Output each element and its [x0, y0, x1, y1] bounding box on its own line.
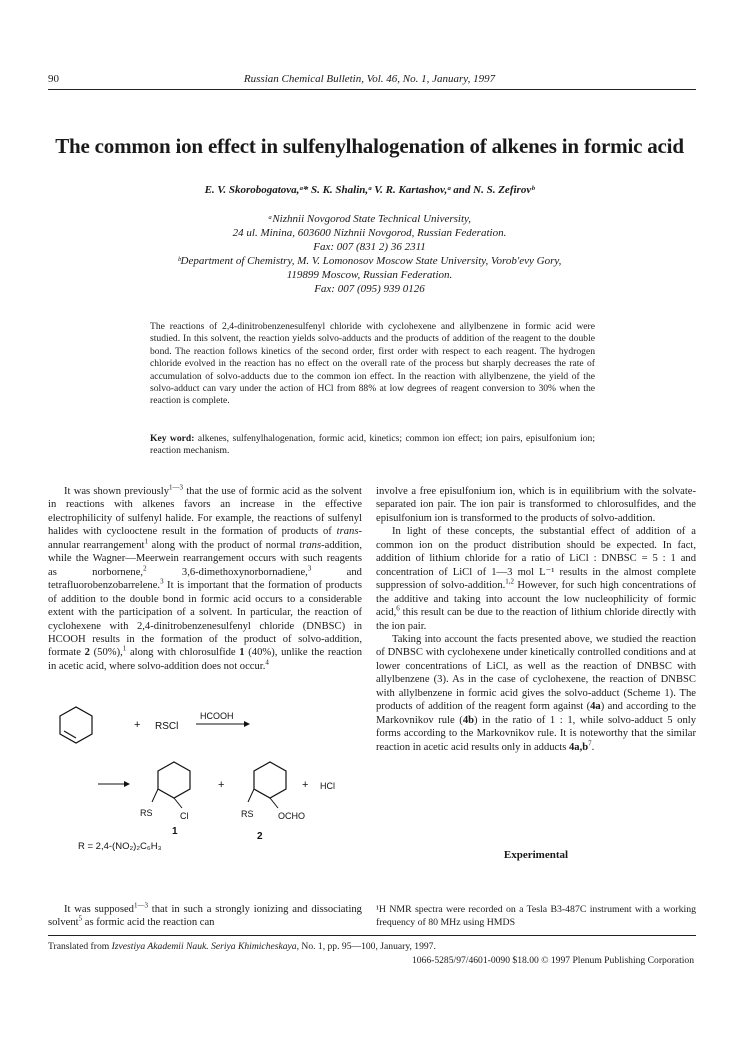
r-group-definition: R = 2,4-(NO₂)₂C₆H₃: [78, 841, 162, 852]
left-paragraph-1: It was shown previously$^{1—3}$ that the use of formic acid as the solvent in reactions with alkenes favors an increase in the effective electrophilicity of sulfenyl halide. For example, the reactions of sulfenyl halides with cyclooctene result in the formation of products of trans-annular rearrangement$^1$ along with the product of normal trans-addition, while the Wagner—Meerwein rearrangement occurs with such reagents as norbornene,$^2$ 3,6-dimethoxynorbornadiene,$^3$ and tetrafluorobenzobarrelene.$^3$ It is important that the formation of products of addition to the double bond in formic acid occurs to a considerable extent with the participation of a solvent. In particular, the reaction of cyclohexene with 2,4-dinitrobenzenesulfenyl chloride (DNBSC) in HCOOH results in the formation of the product of solvo-addition, formate 2 (50%),$^1$ along with chlorosulfide 1 (40%), unlike the reaction in acetic acid, where solvo-addition does not occur.$^4$: [48, 483, 362, 672]
footer-rule: [48, 935, 696, 936]
product-1-rs-label: RS: [140, 808, 153, 818]
product-2-ring: [254, 762, 286, 798]
affiliation-line-3: Fax: 007 (831 2) 36 2311: [313, 241, 426, 253]
product-2-bond-ocho: [270, 798, 278, 808]
translation-note: Translated from Izvestiya Akademii Nauk. Seriya Khimicheskaya, No. 1, pp. 95—100, January, 1997.: [48, 941, 436, 952]
compound-label-1: 1: [172, 826, 178, 837]
right-paragraph-3: Taking into account the facts presented above, we studied the reaction of DNBSC with cyclohexene under kinetically controlled conditions and at lower concentrations of LiCl, as well as the reaction of DNBSC with allylbenzene (3). As in the case of cyclohexene, the reaction of DNBSC with allylbenzene in formic acid gives the solvo-adduct (Scheme 1). The products of addition of the reagent form against (4a) and according to the Markovnikov rule (4b) in the ratio of 1 : 1, while solvo-adduct 5 only forms according to the Markovnikov rule. It is noteworthy that the similar reaction in acetic acid results only in adducts $4a,b^7$.: [376, 633, 697, 753]
article-title: The common ion effect in sulfenylhalogenation of alkenes in formic acid: [55, 134, 684, 158]
right-paragraph-1: involve a free episulfonium ion, which is in equilibrium with the solvate-separated ion pair. The ion pair is transformed to chlorosulfides, and the episulfonium ion is transformed to the products of solvo-addition.: [376, 486, 696, 524]
scheme-conditions: HCOOH: [200, 711, 234, 721]
running-header: Russian Chemical Bulletin, Vol. 46, No. 1, January, 1997: [243, 73, 496, 85]
header-rule: [48, 89, 696, 90]
product-1-bond-rs: [152, 789, 158, 802]
keywords: [150, 433, 595, 458]
compound-label-2: 2: [257, 831, 263, 842]
left-column: [48, 485, 362, 673]
product-2-ocho-label: OCHO: [278, 811, 305, 821]
left-paragraph-2: It was supposed$^{1—3}$ that in such a strongly ionizing and dissociating solvent$^5$ as formic acid the reaction can: [48, 901, 362, 929]
affiliation-line-5: 119899 Moscow, Russian Federation.: [286, 269, 453, 281]
affiliation-line-4: ᵇDepartment of Chemistry, M. V. Lomonosov Moscow State University, Vorob'evy Gory,: [177, 255, 562, 267]
experimental-text: ¹H NMR spectra were recorded on a Tesla B3-487C instrument with a working frequency of 80 MHz using HMDS: [376, 904, 696, 928]
scheme-plus-1: +: [134, 719, 141, 731]
product-1-bond-cl: [174, 798, 182, 808]
experimental-heading: Experimental: [503, 849, 569, 861]
copyright-line: 1066-5285/97/4601-0090 $18.00 © 1997 Plenum Publishing Corporation: [411, 955, 694, 966]
scheme-plus-2: +: [218, 779, 225, 791]
scheme-reagent: RSCl: [155, 721, 179, 732]
reaction-scheme: [48, 698, 362, 858]
product-1-cl-label: Cl: [180, 811, 189, 821]
product-2-bond-rs: [248, 789, 254, 802]
product-1-ring: [158, 762, 190, 798]
scheme-hcl: HCl: [320, 781, 335, 791]
keywords-text: alkenes, sulfenylhalogenation, formic acid, kinetics; common ion effect; ion pairs, episulfonium ion; reaction mechanism.: [150, 433, 595, 457]
abstract: The reactions of 2,4-dinitrobenzenesulfenyl chloride with cyclohexene and allylbenzene in formic acid were studied. In this solvent, the reaction yields solvo-adducts and the products of addition of the reagent to the double bond. The reaction follows kinetics of the second order, first order with respect to each reagent. The hydrogen chloride evolved in the reaction has no effect on the overall rate of the process but sharply decreases the rate of accumulation of solvo-adducts due to the common ion effect. In the reaction with allylbenzene, the yield of the solvo-adduct can vary under the action of HCl from 88% at low degrees of reagent conversion to 30% when the reaction is complete.: [150, 321, 595, 407]
scheme-arrowhead-2: [124, 781, 130, 787]
affiliation-line-6: Fax: 007 (095) 939 0126: [314, 283, 425, 295]
author-list: E. V. Skorobogatova,ᵃ* S. K. Shalin,ᵃ V. R. Kartashov,ᵃ and N. S. Zefirovᵇ: [204, 184, 535, 196]
right-column: [376, 485, 696, 754]
affiliation-line-1: ᵃNizhnii Novgorod State Technical University,: [267, 213, 472, 225]
keywords-label: Key word:: [150, 433, 195, 444]
scheme-plus-3: +: [302, 779, 309, 791]
page-number: 90: [48, 73, 59, 85]
right-paragraph-2: In light of these concepts, the substantial effect of addition of a common ion on the product distribution should be expected. In fact, addition of lithium chloride for a ratio of LiCl : DNBSC = 5 : 1 and concentration of LiCl of 1—3 mol L⁻¹ results in the almost complete suppression of solvo-addition.$^{1,2}$ However, for such high concentrations of the additive and taking into account the low nucleophilicity of formic acid,$^6$ this result can be due to the reaction of lithium chloride directly with the ion pair.: [376, 526, 696, 632]
product-2-rs-label: RS: [241, 809, 254, 819]
affiliation-line-2: 24 ul. Minina, 603600 Nizhnii Novgorod, Russian Federation.: [232, 227, 507, 239]
scheme-arrowhead-1: [244, 721, 250, 727]
